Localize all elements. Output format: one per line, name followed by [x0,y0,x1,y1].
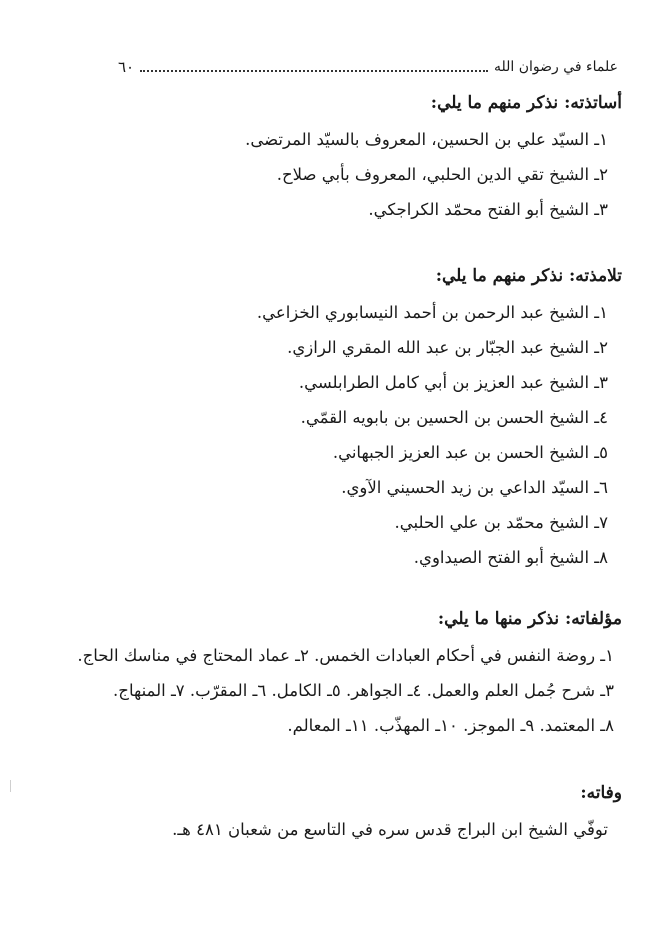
student-item: ٧ـ الشيخ محمّد بن علي الحلبي. [394,513,608,532]
students-heading: تلامذته: نذكر منهم ما يلي: [435,266,622,286]
works-heading: مؤلفاته: نذكر منها ما يلي: [437,609,622,629]
teacher-item: ٢ـ الشيخ تقي الدين الحلبي، المعروف بأبي صلاح. [276,165,608,184]
death-text: توفّي الشيخ ابن البراج قدس سره في التاسع من شعبان ٤٨١ هـ. [172,820,608,839]
running-title: علماء في رضوان الله [494,59,618,75]
running-header [118,56,618,78]
student-item: ٢ـ الشيخ عبد الجبّار بن عبد الله المقري الرازي. [287,338,608,357]
works-line: ٣ـ شرح جُمل العلم والعمل. ٤ـ الجواهر. ٥ـ الكامل. ٦ـ المقرّب. ٧ـ المنهاج. [113,681,614,700]
teacher-item: ٣ـ الشيخ أبو الفتح محمّد الكراجكي. [368,200,608,219]
student-item: ٨ـ الشيخ أبو الفتح الصيداوي. [413,548,608,567]
section-students [60,265,622,575]
student-item: ١ـ الشيخ عبد الرحمن بن أحمد النيسابوري الخزاعي. [256,303,608,322]
section-death [60,782,622,847]
student-item: ٤ـ الشيخ الحسن بن الحسين بن بابويه القمّي. [300,408,608,427]
death-heading: وفاته: [580,783,622,803]
section-works [60,608,622,743]
student-item: ٦ـ السيّد الداعي بن زيد الحسيني الآوي. [341,478,608,497]
page-number: ٦٠ [118,58,135,76]
works-line: ٨ـ المعتمد. ٩ـ الموجز. ١٠ـ المهذّب. ١١ـ المعالم. [287,716,614,735]
works-line: ١ـ روضة النفس في أحكام العبادات الخمس. ٢ـ عماد المحتاج في مناسك الحاج. [77,646,614,665]
dotted-leader [140,70,488,72]
student-item: ٥ـ الشيخ الحسن بن عبد العزيز الجبهاني. [332,443,608,462]
student-item: ٣ـ الشيخ عبد العزيز بن أبي كامل الطرابلسي. [298,373,608,392]
teachers-heading: أساتذته: نذكر منهم ما يلي: [430,93,622,113]
section-teachers [60,92,622,227]
margin-mark [10,780,11,792]
teacher-item: ١ـ السيّد علي بن الحسين، المعروف بالسيّد المرتضى. [245,130,608,149]
